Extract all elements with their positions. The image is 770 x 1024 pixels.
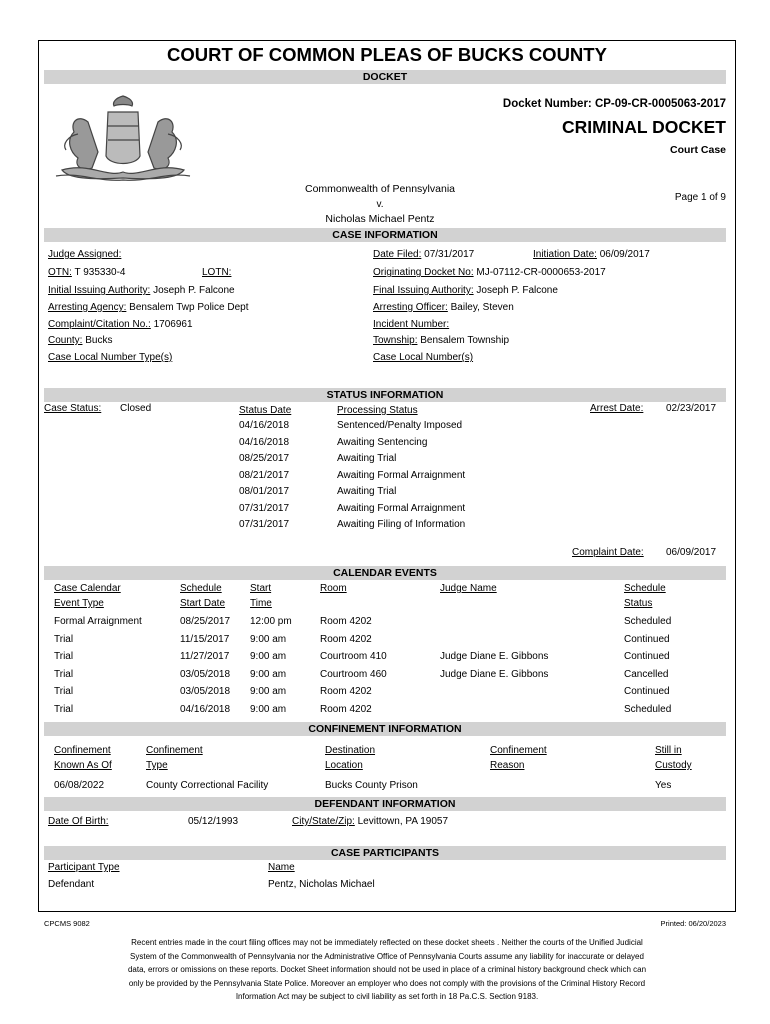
cal-header-event-2: Event Type [54,598,104,609]
participant-name-header: Name [268,862,295,873]
township: Township: Bensalem Township [373,335,510,346]
complaint-number: Complaint/Citation No.: 1706961 [48,319,193,330]
incident-number-label: Incident Number: [373,319,450,330]
defendant-information-heading: DEFENDANT INFORMATION [44,797,726,811]
cal-room: Room 4202 [320,616,372,627]
cal-header-start-1: Start [250,583,272,594]
conf-header-reason-2: Reason [490,760,525,771]
cal-room: Room 4202 [320,633,372,645]
county: County: Bucks [48,335,113,346]
cal-start-date: 03/05/2018 [180,686,231,698]
cal-room: Room 4202 [320,704,372,715]
cal-schedule-status: Continued [624,651,670,663]
case-status: Closed [120,403,152,414]
cal-start-date: 03/05/2018 [180,668,231,680]
arrest-date-label: Arrest Date: [590,403,644,414]
conf-known-as-of: 06/08/2022 [54,780,105,791]
plaintiff-name: Commonwealth of Pennsylvania [305,183,455,195]
docket-type: CRIMINAL DOCKET [562,117,726,137]
case-kind: Court Case [669,144,726,156]
cal-start-time: 9:00 am [250,651,287,663]
case-information-heading: CASE INFORMATION [44,228,726,242]
disclaimer-line: Recent entries made in the court filing offices may not be immediately reflected on these docket sheets . Neither the courts of the Unified Judicial [131,938,643,947]
cal-schedule-status: Cancelled [624,668,669,680]
arresting-agency: Arresting Agency: Bensalem Twp Police Dept [48,302,249,313]
confinement-information-heading: CONFINEMENT INFORMATION [44,722,726,736]
cal-start-time: 12:00 pm [250,616,292,627]
status-information-heading: STATUS INFORMATION [44,388,726,402]
conf-header-reason-1: Confinement [490,745,547,756]
processing-status: Awaiting Sentencing [337,436,428,448]
arrest-date: 02/23/2017 [666,403,717,414]
arresting-officer: Arresting Officer: Bailey, Steven [373,302,514,313]
initiation-date: Initiation Date: 06/09/2017 [533,249,650,260]
judge-assigned-label: Judge Assigned: [48,249,122,260]
status-date: 04/16/2018 [239,420,290,431]
participant-name: Pentz, Nicholas Michael [268,879,375,890]
cal-schedule-status: Continued [624,686,670,698]
cal-start-date: 04/16/2018 [180,704,231,715]
cal-header-judge: Judge Name [440,583,497,594]
date-filed: Date Filed: 07/31/2017 [373,249,475,260]
processing-status-header: Processing Status [337,405,418,416]
participant-type-header: Participant Type [48,862,120,873]
initial-issuing-authority: Initial Issuing Authority: Joseph P. Falcone [48,285,235,296]
status-date: 04/16/2018 [239,436,290,448]
disclaimer-line: data, errors or omissions on these reports. Docket Sheet information should not be used in place of a criminal history background check which can [127,965,647,974]
conf-header-custody-1: Still in [655,745,682,756]
cal-room: Courtroom 410 [320,651,387,663]
cal-schedule-status: Scheduled [624,704,672,715]
cal-start-date: 08/25/2017 [180,616,231,627]
status-date: 07/31/2017 [239,519,290,530]
processing-status: Awaiting Trial [337,486,397,497]
disclaimer [80,936,694,1004]
conf-type: County Correctional Facility [146,780,269,791]
docket-heading: DOCKET [44,70,726,84]
calendar-events-heading: CALENDAR EVENTS [44,566,726,580]
cal-room: Courtroom 460 [320,668,387,680]
conf-header-known-2: Known As Of [54,760,112,771]
participant-type: Defendant [48,879,95,890]
form-number: CPCMS 9082 [44,919,90,928]
cal-event-type: Trial [54,633,74,645]
complaint-date-label: Complaint Date: [572,547,644,558]
case-status-label: Case Status: [44,403,102,414]
status-date: 08/21/2017 [239,469,290,481]
disclaimer-line: only be provided by the Pennsylvania State Police. Moreover an employer who does not comply with the provisions of the Criminal History Record [128,978,646,988]
city-state-zip: City/State/Zip: Levittown, PA 19057 [292,816,449,827]
cal-judge-name: Judge Diane E. Gibbons [440,651,549,663]
processing-status: Awaiting Trial [337,453,397,464]
cal-start-date: 11/15/2017 [180,633,230,645]
conf-destination: Bucks County Prison [325,780,418,791]
pennsylvania-seal-icon [48,92,198,184]
status-date-header: Status Date [239,405,292,416]
status-date: 08/01/2017 [239,486,290,497]
cal-event-type: Formal Arraignment [54,616,142,627]
cal-header-event-1: Case Calendar [54,583,121,594]
cal-header-sched-1: Schedule [180,583,222,594]
cal-event-type: Trial [54,668,74,680]
cal-start-time: 9:00 am [250,668,287,680]
complaint-date: 06/09/2017 [666,547,717,558]
cal-event-type: Trial [54,686,74,698]
status-date: 08/25/2017 [239,453,290,464]
cal-start-time: 9:00 am [250,686,287,698]
cal-start-date: 11/27/2017 [180,651,230,663]
dob: 05/12/1993 [188,816,239,827]
originating-docket: Originating Docket No: MJ-07112-CR-0000653-2017 [373,267,606,278]
cal-start-time: 9:00 am [250,633,287,645]
processing-status: Awaiting Formal Arraignment [337,502,466,514]
cal-event-type: Trial [54,704,74,715]
lotn-label: LOTN: [202,267,232,278]
disclaimer-line: Information Act may be subject to civil liability as set forth in 18 Pa.C.S. Section 9183. [235,992,539,1001]
otn: OTN: T 935330-4 [48,267,126,278]
conf-header-dest-2: Location [325,760,363,771]
case-local-numbers-label: Case Local Number(s) [373,352,474,363]
cal-room: Room 4202 [320,686,372,698]
case-participants-heading: CASE PARTICIPANTS [44,846,726,860]
cal-header-room: Room [320,583,347,594]
processing-status: Awaiting Filing of Information [337,519,466,530]
cal-start-time: 9:00 am [250,704,287,715]
conf-header-type-1: Confinement [146,745,203,756]
case-local-number-type-label: Case Local Number Type(s) [48,352,173,363]
page-number: Page 1 of 9 [674,192,726,203]
processing-status: Sentenced/Penalty Imposed [337,420,463,431]
cal-schedule-status: Scheduled [624,616,672,627]
processing-status: Awaiting Formal Arraignment [337,469,466,481]
printed-date: Printed: 06/20/2023 [660,919,726,928]
cal-schedule-status: Continued [624,633,670,645]
dob-label: Date Of Birth: [48,816,109,827]
conf-header-type-2: Type [146,760,168,771]
final-issuing-authority: Final Issuing Authority: Joseph P. Falcone [373,285,558,296]
docket-number: Docket Number: CP-09-CR-0005063-2017 [502,98,726,110]
cal-event-type: Trial [54,651,74,663]
court-title: COURT OF COMMON PLEAS OF BUCKS COUNTY [167,44,607,65]
conf-header-dest-1: Destination [325,745,376,756]
defendant-name: Nicholas Michael Pentz [325,213,435,225]
conf-still-in-custody: Yes [655,780,672,791]
versus-label: v. [376,199,384,210]
cal-judge-name: Judge Diane E. Gibbons [440,668,549,680]
cal-header-status-2: Status [624,598,653,609]
cal-header-sched-2: Start Date [180,598,226,609]
conf-header-known-1: Confinement [54,745,111,756]
cal-header-status-1: Schedule [624,583,666,594]
status-date: 07/31/2017 [239,502,290,514]
conf-header-custody-2: Custody [655,760,692,771]
cal-header-start-2: Time [250,598,272,609]
disclaimer-line: System of the Commonwealth of Pennsylvania nor the Administrative Office of Pennsylvania Courts assume any liability for inaccurate or delayed [130,951,644,961]
